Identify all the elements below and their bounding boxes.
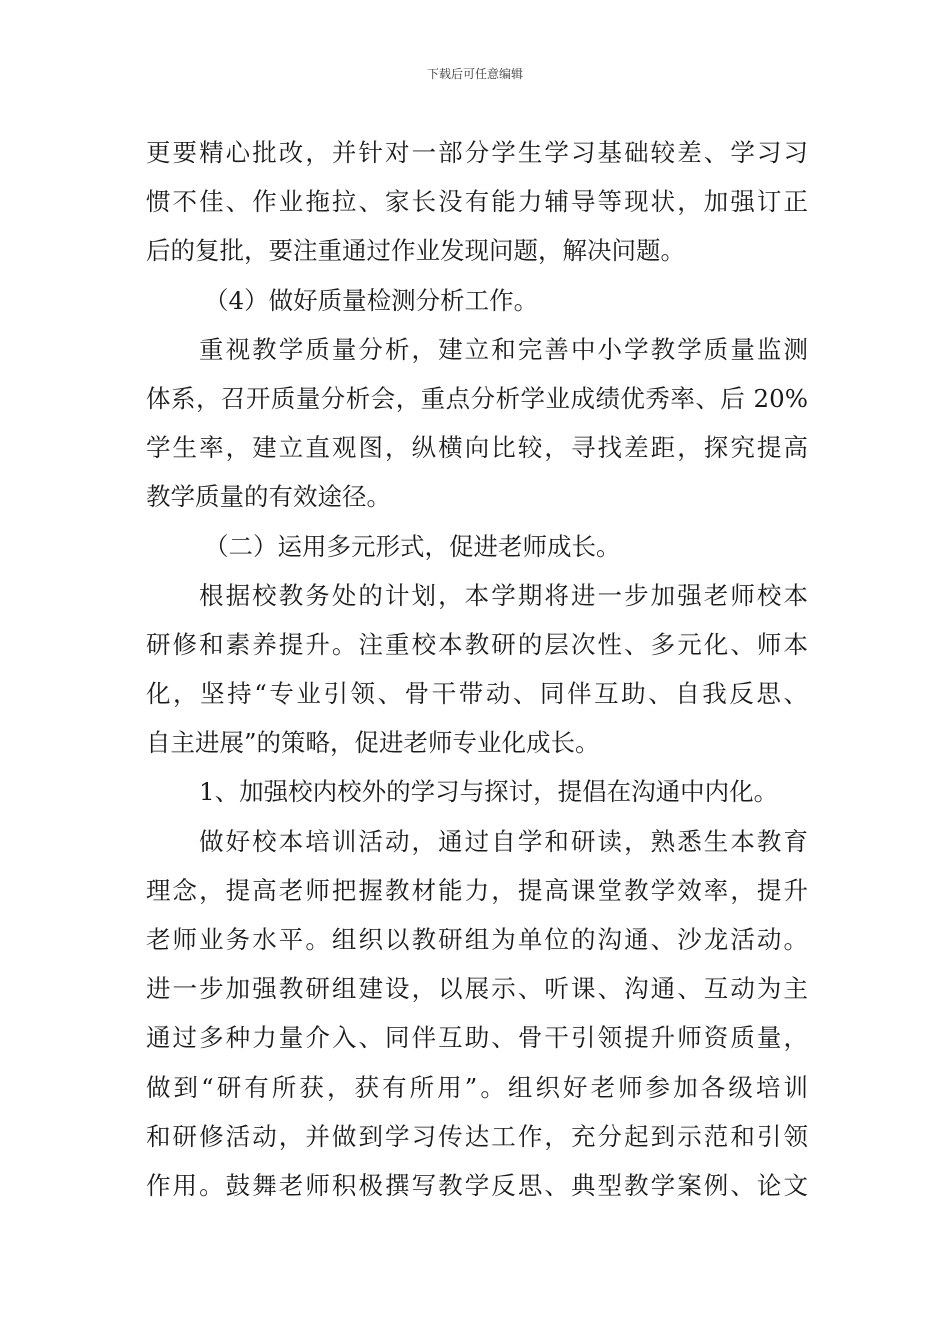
paragraph-line: 化，坚持“专业引领、骨干带动、同伴互助、自我反思、 bbox=[146, 679, 808, 709]
paragraph-line: 惯不佳、作业拖拉、家长没有能力辅导等现状，加强订正 bbox=[146, 187, 808, 217]
paragraph-line: 进一步加强教研组建设，以展示、听课、沟通、互动为主 bbox=[146, 974, 808, 1004]
paragraph-line: 理念，提高老师把握教材能力，提高课堂教学效率，提升 bbox=[146, 875, 808, 905]
section-heading: （4）做好质量检测分析工作。 bbox=[204, 285, 539, 315]
paragraph-line: 学生率，建立直观图，纵横向比较，寻找差距，探究提高 bbox=[146, 433, 808, 463]
paragraph-line: 自主进展”的策略，促进老师专业化成长。 bbox=[146, 728, 600, 758]
paragraph-line: 重视教学质量分析，建立和完善中小学教学质量监测 bbox=[199, 334, 808, 364]
paragraph-line: 体系，召开质量分析会，重点分析学业成绩优秀率、后 20% bbox=[146, 383, 808, 413]
paragraph-line: 做到“研有所获，获有所用”。组织好老师参加各级培训 bbox=[146, 1072, 808, 1102]
document-body bbox=[146, 128, 808, 1210]
paragraph-line: 教学质量的有效途径。 bbox=[146, 482, 391, 512]
paragraph-line: 通过多种力量介入、同伴互助、骨干引领提升师资质量， bbox=[146, 1023, 808, 1053]
paragraph-line: 根据校教务处的计划，本学期将进一步加强老师校本 bbox=[199, 580, 808, 610]
section-heading: 1、加强校内校外的学习与探讨，提倡在沟通中内化。 bbox=[199, 777, 779, 807]
page-header: 下载后可任意编辑 bbox=[426, 67, 523, 81]
paragraph-line: 做好校本培训活动，通过自学和研读，熟悉生本教育 bbox=[199, 826, 808, 856]
paragraph-line: 和研修活动，并做到学习传达工作，充分起到示范和引领 bbox=[146, 1121, 808, 1151]
paragraph-line: 研修和素养提升。注重校本教研的层次性、多元化、师本 bbox=[146, 629, 808, 659]
paragraph-line: 老师业务水平。组织以教研组为单位的沟通、沙龙活动。 bbox=[146, 925, 808, 954]
paragraph-line: 更要精心批改，并针对一部分学生学习基础较差、学习习 bbox=[146, 138, 808, 167]
paragraph-line: 后的复批，要注重通过作业发现问题，解决问题。 bbox=[146, 236, 685, 266]
section-heading: （二）运用多元形式，促进老师成长。 bbox=[204, 531, 621, 561]
paragraph-line: 作用。鼓舞老师积极撰写教学反思、典型教学案例、论文 bbox=[146, 1170, 808, 1200]
